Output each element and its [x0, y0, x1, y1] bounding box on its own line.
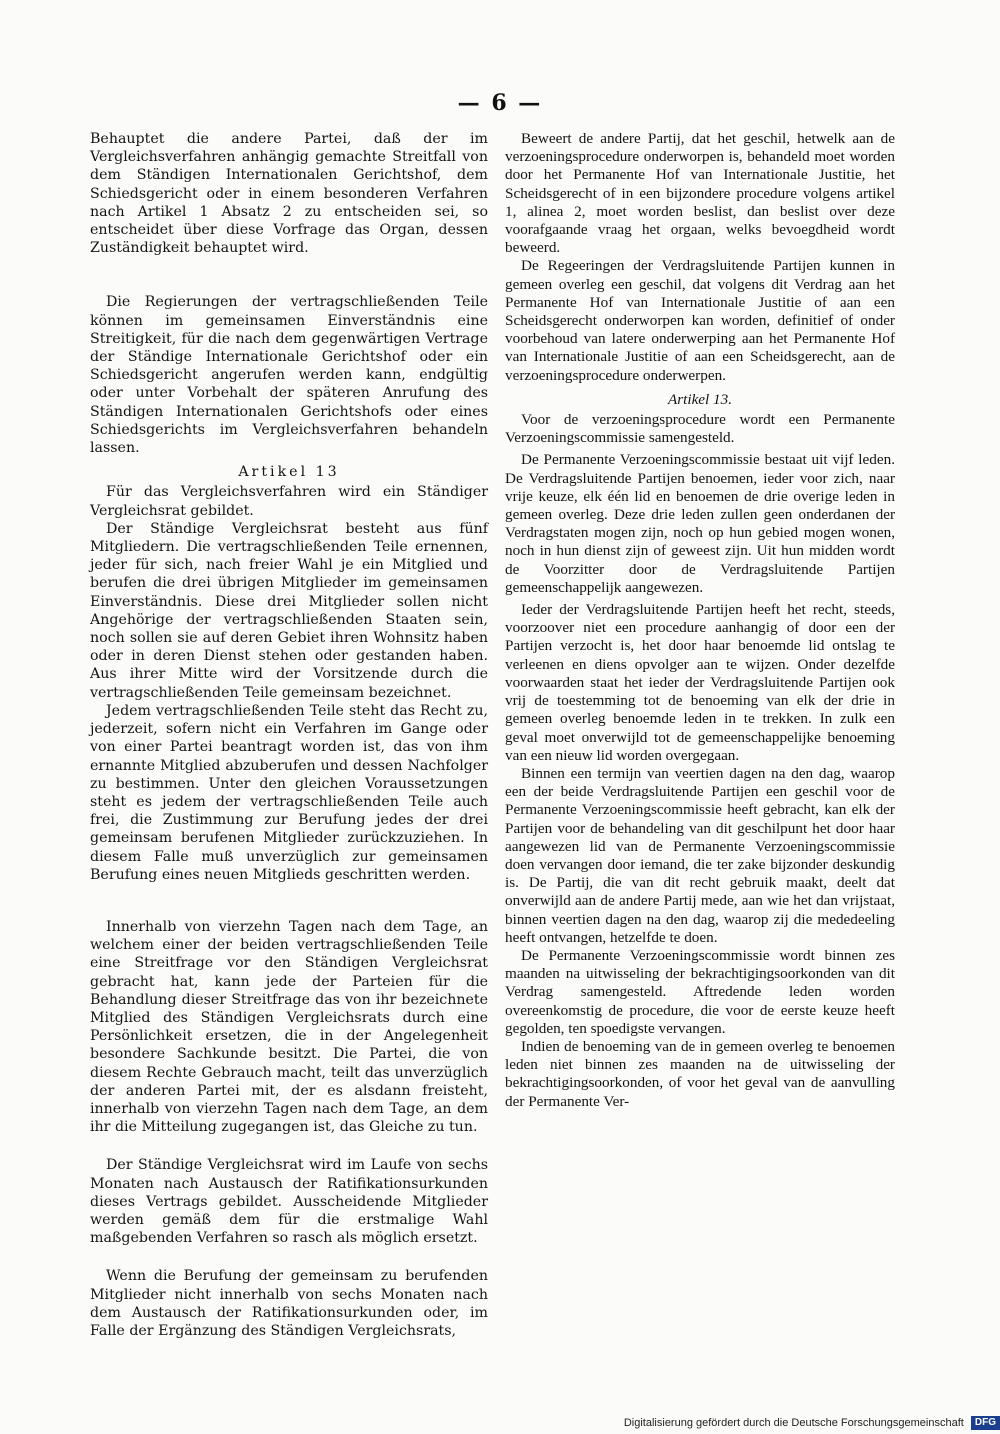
german-paragraph: Wenn die Berufung der gemeinsam zu berufenden Mitglieder nicht innerhalb von sechs Monaten nach dem Austausch der Ratifikationsurkunden oder, im Falle der Ergänzung des Ständigen Vergleichsrats, — [90, 1268, 488, 1339]
german-column — [90, 130, 488, 1340]
page-number: — 6 — — [457, 90, 543, 116]
dutch-paragraph: De Permanente Verzoeningscommissie wordt binnen zes maanden na uitwisseling der bekrachtigingsoorkonden van dit Verdrag samengesteld. Aftredende leden worden overeenkomstig de procedure, die voor de eerste keuze heeft gegolden, ten spoedigste vervangen. — [505, 946, 895, 1037]
digitization-footer — [605, 1414, 1000, 1432]
dutch-article-heading: Artikel 13. — [667, 390, 733, 408]
dutch-paragraph: Indien de benoeming van de in gemeen overleg te benoemen leden niet binnen zes maanden na de uitwisseling der bekrachtigingsoorkonden, of voor het geval van de aanvulling der Permanente Ver- — [505, 1037, 895, 1110]
dutch-paragraph: De Regeeringen der Verdragsluitende Partijen kunnen in gemeen overleg een geschil, dat volgens dit Verdrag aan het Permanente Hof van Internationale Justitie of aan een Scheidsgerecht onderworpen kan worden, definitief of onder voorbehoud van latere onderwerping aan het Permanente Hof van Internationale Justitie of aan een Scheidsgerecht, aan de verzoeningsprocedure onderwerpen. — [505, 257, 895, 384]
dfg-logo: DFG — [971, 1416, 1000, 1430]
german-paragraph: Jedem vertragschließenden Teile steht das Recht zu, jederzeit, sofern nicht ein Verfahren im Gange oder von einer Partei beantragt worden ist, das von ihm ernannte Mitglied abzuberufen und dessen Nachfolger zu bestimmen. Unter den gleichen Voraussetzungen steht es jedem der vertragschließenden Teile auch frei, die Zustimmung zur Berufung jedes der drei gemeinsam berufenen Mitglieder zurückzuziehen. In diesem Falle muß unverzüglich zur gemeinsamen Berufung eines neuen Mitglieds geschritten werden. — [90, 702, 488, 883]
footer-text: Digitalisierung gefördert durch die Deutsche Forschungsgemeinschaft — [623, 1417, 964, 1429]
dutch-paragraph: Ieder der Verdragsluitende Partijen heeft het recht, steeds, voorzoover niet een procedure aanhangig of door een der Partijen verzocht is, het door haar benoemde lid ontslag te verleenen en diens opvolger aan te wijzen. Onder dezelfde voorwaarden staat het ieder der Verdragsluitende Partijen ook vrij de toestemming tot de benoeming van elk der drie in gemeen overleg benoemde leden in te trekken. In zulk een geval moet onverwijld tot de gemeenschappelijke benoeming van een nieuw lid worden overgegaan. — [505, 601, 895, 764]
german-article-heading: Artikel 13 — [238, 464, 340, 481]
dutch-column — [505, 130, 895, 1111]
german-paragraph: Der Ständige Vergleichsrat besteht aus fünf Mitgliedern. Die vertragschließenden Teile ernennen, jeder für sich, nach freier Wahl je ein Mitglied und berufen die drei übrigen Mitglieder im gemeinsamen Einverständnis. Diese drei Mitglieder sollen nicht Angehörige der vertragschließenden Staaten sein, noch sollen sie auf deren Gebiet ihren Wohnsitz haben oder in deren Dienst stehen oder gestanden haben. Aus ihrer Mitte wird der Vorsitzende durch die vertragschließenden Teile gemeinsam bezeichnet. — [90, 520, 488, 701]
german-paragraph: Für das Vergleichsverfahren wird ein Ständiger Vergleichsrat gebildet. — [90, 484, 488, 519]
dutch-paragraph: Beweert de andere Partij, dat het geschil, hetwelk aan de verzoeningsprocedure onderworpen is, behandeld moet worden door het Permanente Hof van Internationale Justitie, het Scheidsgerecht of in een bijzondere procedure volgens artikel 1, alinea 2, moet worden beslist, dan beslist over deze voorafgaande vraag het orgaan, welks bevoegdheid wordt beweerd. — [505, 130, 895, 257]
german-paragraph: Behauptet die andere Partei, daß der im Vergleichsverfahren anhängig gemachte Streitfall von dem Ständigen Internationalen Gerichtshof, dem Schiedsgericht oder in einem besonderen Verfahren nach Artikel 1 Absatz 2 zu entscheiden sei, so entscheidet über diese Vorfrage das Organ, dessen Zuständigkeit behauptet wird. — [90, 131, 488, 257]
german-paragraph: Die Regierungen der vertragschließenden Teile können im gemeinsamen Einverständnis eine Streitigkeit, für die nach dem gegenwärtigen Vertrage der Ständige Internationale Gerichtshof oder ein Schiedsgericht angerufen werden kann, endgültig oder unter Vorbehalt der späteren Anrufung des Ständigen Internationalen Gerichtshofs oder eines Schiedsgerichts im Vergleichsverfahren behandeln lassen. — [90, 294, 488, 457]
dutch-paragraph: Binnen een termijn van veertien dagen na den dag, waarop een der beide Verdragsluitende Partijen een geschil voor de Permanente Verzoeningscommissie heeft gebracht, kan elk der Partijen voor de behandeling van dit geschilpunt het door haar aangewezen lid van de Permanente Verzoeningscommissie doen vervangen door iemand, die ter zake bijzonder deskundig is. De Partij, die van dit recht gebruik maakt, deelt dat onverwijld aan de andere Partij mede, aan wie het dan vrijstaat, binnen veertien dagen na den dag, waarop zij die mededeeling heeft ontvangen, hetzelfde te doen. — [505, 764, 895, 946]
dutch-paragraph: Voor de verzoeningsprocedure wordt een Permanente Verzoeningscommissie samengesteld. — [505, 411, 895, 447]
german-paragraph: Der Ständige Vergleichsrat wird im Laufe von sechs Monaten nach Austausch der Ratifikationsurkunden dieses Vertrags gebildet. Ausscheidende Mitglieder werden gemäß dem für die erstmalige Wahl maßgebenden Verfahren so rasch als möglich ersetzt. — [90, 1157, 488, 1247]
german-paragraph: Innerhalb von vierzehn Tagen nach dem Tage, an welchem einer der beiden vertragschließenden Teile eine Streitfrage vor den Ständigen Vergleichsrat gebracht hat, kann jede der Parteien für die Behandlung dieser Streitfrage das von ihr bezeichnete Mitglied des Ständigen Vergleichsrats durch eine Persönlichkeit ersetzen, die in der Angelegenheit besondere Sachkunde besitzt. Die Partei, die von diesem Rechte Gebrauch macht, teilt das unverzüglich der anderen Partei mit, der es alsdann freisteht, innerhalb von vierzehn Tagen nach dem Tage, an dem ihr die Mitteilung zugegangen ist, das Gleiche zu tun. — [90, 918, 488, 1136]
dutch-paragraph: De Permanente Verzoeningscommissie bestaat uit vijf leden. De Verdragsluitende Partijen benoemen, ieder voor zich, naar vrije keuze, elk één lid en benoemen de drie overige leden in gemeen overleg. Deze drie leden zullen geen onderdanen der Verdragstaten mogen zijn, noch op hun gebied mogen wonen, noch in hun dienst zijn of geweest zijn. Uit hun midden wordt de Voorzitter door de Verdragsluitende Partijen gemeenschappelijk aangewezen. — [505, 451, 895, 596]
